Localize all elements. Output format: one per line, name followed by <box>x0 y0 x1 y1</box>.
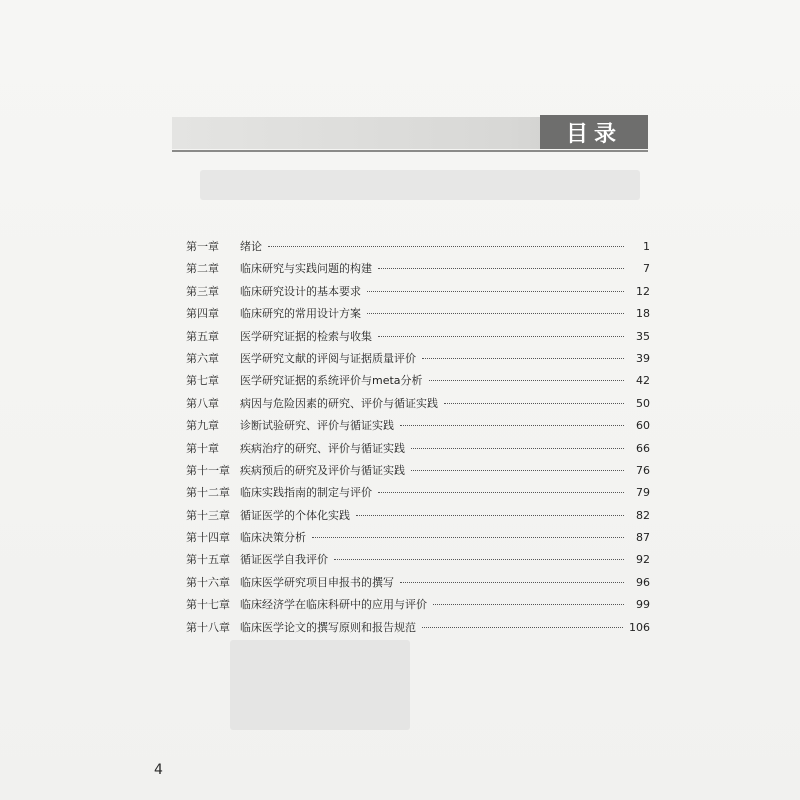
toc-entry-page: 66 <box>636 441 650 455</box>
toc-entry-title: 疾病治疗的研究、评价与循证实践 <box>240 441 405 455</box>
toc-entry-title: 循证医学的个体化实践 <box>240 508 350 522</box>
toc-entry-title: 医学研究文献的评阅与证据质量评价 <box>240 351 416 365</box>
toc-entry-page: 1 <box>643 240 650 253</box>
toc-entry-title: 临床实践指南的制定与评价 <box>240 486 372 500</box>
toc-entry-chapter: 第九章 <box>186 419 219 433</box>
toc-leader-dots <box>400 582 624 583</box>
toc-entry <box>186 281 650 303</box>
toc-entry <box>186 482 650 504</box>
toc-leader-dots <box>400 425 624 426</box>
toc-entry <box>186 303 650 325</box>
toc-entry-title: 临床医学研究项目申报书的撰写 <box>240 575 394 589</box>
toc-entry-title: 临床研究与实践问题的构建 <box>240 262 372 276</box>
toc-entry-chapter: 第一章 <box>186 240 219 253</box>
toc-entry-chapter: 第十八章 <box>186 620 230 634</box>
toc-entry-chapter: 第十六章 <box>186 575 230 589</box>
page-number: 4 <box>154 762 163 778</box>
toc-entry-title: 病因与危险因素的研究、评价与循证实践 <box>240 396 438 410</box>
toc-entry-page: 96 <box>636 575 650 589</box>
toc-entry-title: 医学研究证据的系统评价与meta分析 <box>240 374 423 388</box>
toc-entry-title: 临床研究设计的基本要求 <box>240 284 361 298</box>
toc-entry-title: 临床决策分析 <box>240 531 306 545</box>
toc-entry-page: 76 <box>636 463 650 477</box>
toc-entry-chapter: 第十二章 <box>186 486 230 500</box>
toc-leader-dots <box>268 246 624 247</box>
toc-entry-chapter: 第七章 <box>186 374 219 388</box>
toc-entry-page: 18 <box>636 307 650 321</box>
toc-entry-page: 12 <box>636 284 650 298</box>
toc-entry-page: 92 <box>636 553 650 567</box>
toc-entry <box>186 415 650 437</box>
toc-entry-page: 50 <box>636 396 650 410</box>
toc-leader-dots <box>334 559 624 560</box>
toc-entry <box>186 236 650 258</box>
toc-entry <box>186 594 650 616</box>
toc-entry-title: 疾病预后的研究及评价与循证实践 <box>240 463 405 477</box>
show-through-bleed <box>200 170 640 200</box>
toc-leader-dots <box>422 627 623 628</box>
toc-entry <box>186 258 650 280</box>
toc-entry-page: 82 <box>636 508 650 522</box>
toc-entry-page: 35 <box>636 329 650 343</box>
toc-entry-chapter: 第五章 <box>186 329 219 343</box>
toc-entry-title: 临床研究的常用设计方案 <box>240 307 361 321</box>
toc-leader-dots <box>444 403 624 404</box>
toc-entry-title: 诊断试验研究、评价与循证实践 <box>240 419 394 433</box>
toc-entry <box>186 549 650 571</box>
toc-leader-dots <box>356 515 624 516</box>
toc-entry <box>186 348 650 370</box>
toc-leader-dots <box>411 470 624 471</box>
toc-entry-page: 87 <box>636 531 650 545</box>
toc-list <box>186 236 650 639</box>
toc-entry-page: 99 <box>636 598 650 612</box>
toc-leader-dots <box>433 604 624 605</box>
toc-leader-dots <box>411 448 624 449</box>
toc-entry-chapter: 第八章 <box>186 396 219 410</box>
toc-entry-page: 79 <box>636 486 650 500</box>
toc-leader-dots <box>429 380 624 381</box>
toc-leader-dots <box>312 537 624 538</box>
show-through-bleed <box>230 640 410 730</box>
toc-entry <box>186 617 650 639</box>
toc-entry-title: 医学研究证据的检索与收集 <box>240 329 372 343</box>
toc-leader-dots <box>378 268 624 269</box>
toc-entry-chapter: 第十七章 <box>186 598 230 612</box>
toc-entry-title: 临床经济学在临床科研中的应用与评价 <box>240 598 427 612</box>
toc-entry-page: 42 <box>636 374 650 388</box>
toc-entry <box>186 393 650 415</box>
toc-title: 目录 <box>540 115 648 149</box>
toc-entry <box>186 438 650 460</box>
toc-leader-dots <box>367 313 624 314</box>
toc-entry <box>186 505 650 527</box>
toc-entry-chapter: 第十三章 <box>186 508 230 522</box>
toc-entry-title: 绪论 <box>240 240 262 253</box>
toc-entry-chapter: 第六章 <box>186 351 219 365</box>
toc-entry <box>186 572 650 594</box>
toc-header-underline <box>172 150 648 152</box>
toc-entry <box>186 370 650 392</box>
toc-entry-page: 39 <box>636 351 650 365</box>
toc-leader-dots <box>422 358 624 359</box>
toc-entry-title: 循证医学自我评价 <box>240 553 328 567</box>
toc-leader-dots <box>378 492 624 493</box>
toc-leader-dots <box>378 336 624 337</box>
toc-entry-page: 60 <box>636 419 650 433</box>
toc-entry-chapter: 第二章 <box>186 262 219 276</box>
toc-entry-chapter: 第四章 <box>186 307 219 321</box>
toc-entry-chapter: 第十一章 <box>186 463 230 477</box>
toc-entry-page: 106 <box>629 620 650 634</box>
toc-entry-chapter: 第十四章 <box>186 531 230 545</box>
toc-entry-chapter: 第三章 <box>186 284 219 298</box>
toc-entry <box>186 326 650 348</box>
toc-entry-page: 7 <box>643 262 650 276</box>
toc-leader-dots <box>367 291 624 292</box>
toc-entry-chapter: 第十五章 <box>186 553 230 567</box>
toc-entry-chapter: 第十章 <box>186 441 219 455</box>
toc-entry <box>186 460 650 482</box>
toc-entry-title: 临床医学论文的撰写原则和报告规范 <box>240 620 416 634</box>
toc-entry <box>186 527 650 549</box>
